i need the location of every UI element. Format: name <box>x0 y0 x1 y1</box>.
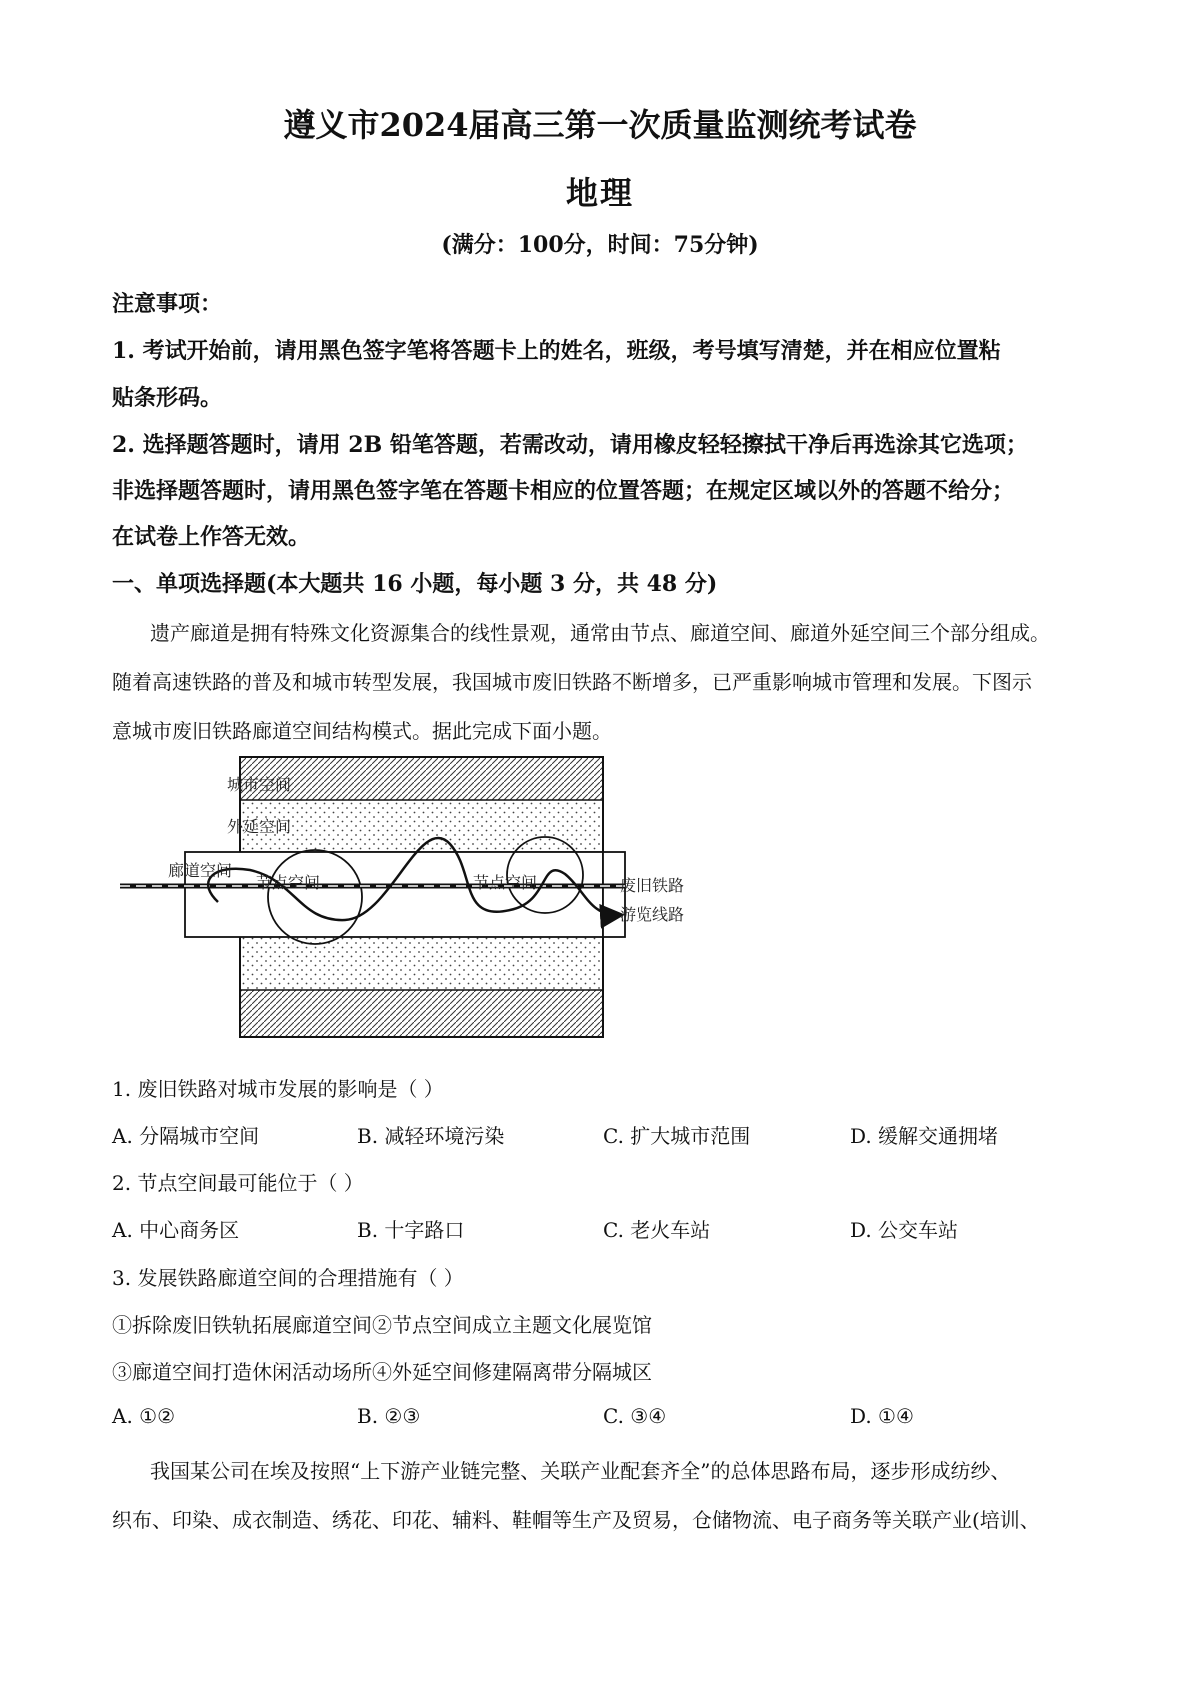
notice-heading: 注意事项： <box>112 291 223 317</box>
question-2-option-b: B. 十字路口 <box>357 1218 465 1242</box>
label-extension-space: 外延空间 <box>227 819 292 836</box>
label-tour-route: 游览线路 <box>620 907 685 924</box>
section-1-heading: 一、单项选择题(本大题共 16 小题，每小题 3 分，共 48 分) <box>112 571 718 597</box>
extension-space-bottom <box>241 937 602 990</box>
question-1-stem: 1. 废旧铁路对城市发展的影响是（ ） <box>112 1077 444 1101</box>
passage-1-line-3: 意城市废旧铁路廊道空间结构模式。据此完成下面小题。 <box>112 719 612 743</box>
label-city-space: 城市空间 <box>227 777 292 794</box>
question-3-option-b: B. ②③ <box>357 1404 421 1428</box>
question-3-statement-2: ③廊道空间打造休闲活动场所④外延空间修建隔离带分隔城区 <box>112 1360 652 1384</box>
notice-item-2-line-1: 2. 选择题答题时，请用 2B 铅笔答题，若需改动，请用橡皮轻轻擦拭干净后再选涂其它选项； <box>112 432 1028 458</box>
subject-title: 地理 <box>565 174 634 212</box>
label-node-space-2: 节点空间 <box>473 875 538 892</box>
label-corridor-space: 廊道空间 <box>168 863 233 880</box>
score-info: (满分：100分，时间：75分钟) <box>441 232 759 258</box>
question-3-option-c: C. ③④ <box>603 1404 667 1428</box>
question-3-statement-1: ①拆除废旧铁轨拓展廊道空间②节点空间成立主题文化展览馆 <box>112 1313 652 1337</box>
passage-2-line-2: 织布、印染、成衣制造、绣花、印花、辅料、鞋帽等生产及贸易，仓储物流、电子商务等关联产业(培训、 <box>112 1508 1040 1532</box>
question-2-option-d: D. 公交车站 <box>850 1218 959 1242</box>
passage-1-line-2: 随着高速铁路的普及和城市转型发展，我国城市废旧铁路不断增多，已严重影响城市管理和发展。下图示 <box>112 670 1032 694</box>
exam-title: 遵义市2024届高三第一次质量监测统考试卷 <box>283 106 917 144</box>
label-old-railway: 废旧铁路 <box>620 878 685 895</box>
question-2-option-c: C. 老火车站 <box>603 1218 711 1242</box>
label-node-space-1: 节点空间 <box>256 875 321 892</box>
question-3-option-a: A. ①② <box>112 1404 176 1428</box>
corridor-band <box>185 852 603 937</box>
city-space-top <box>241 758 602 800</box>
question-1-option-a: A. 分隔城市空间 <box>112 1124 260 1148</box>
question-3-option-d: D. ①④ <box>850 1404 914 1428</box>
notice-item-1-line-2: 贴条形码。 <box>112 385 223 411</box>
question-2-stem: 2. 节点空间最可能位于（ ） <box>112 1171 364 1195</box>
city-space-bottom <box>241 990 602 1036</box>
railway-corridor-diagram <box>120 752 780 1042</box>
notice-item-1-line-1: 1. 考试开始前，请用黑色签字笔将答题卡上的姓名，班级，考号填写清楚，并在相应位置粘 <box>112 338 1001 364</box>
passage-1-line-1: 遗产廊道是拥有特殊文化资源集合的线性景观，通常由节点、廊道空间、廊道外延空间三个部分组成。 <box>150 621 1050 645</box>
question-1-option-c: C. 扩大城市范围 <box>603 1124 751 1148</box>
notice-item-2-line-3: 在试卷上作答无效。 <box>112 524 311 550</box>
question-1-option-d: D. 缓解交通拥堵 <box>850 1124 999 1148</box>
question-2-option-a: A. 中心商务区 <box>112 1218 240 1242</box>
question-3-stem: 3. 发展铁路廊道空间的合理措施有（ ） <box>112 1266 464 1290</box>
question-1-option-b: B. 减轻环境污染 <box>357 1124 505 1148</box>
extension-space-top <box>241 800 602 852</box>
notice-item-2-line-2: 非选择题答题时，请用黑色签字笔在答题卡相应的位置答题；在规定区域以外的答题不给分； <box>112 478 1015 504</box>
passage-2-line-1: 我国某公司在埃及按照“上下游产业链完整、关联产业配套齐全”的总体思路布局，逐步形成纺纱、 <box>150 1459 1011 1483</box>
